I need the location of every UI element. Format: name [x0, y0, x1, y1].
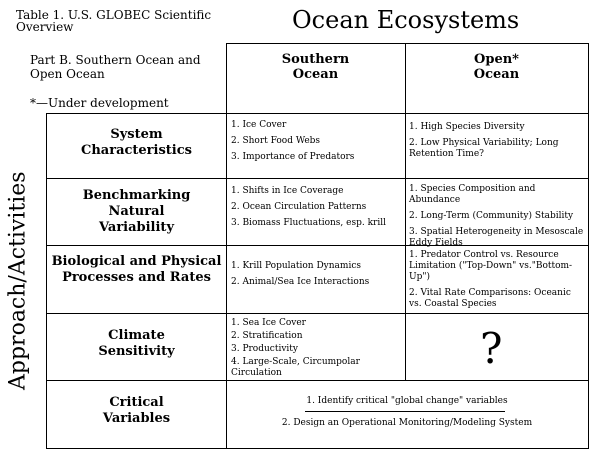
development-note: *—Under development: [30, 96, 169, 110]
bio-open-list: [409, 250, 585, 315]
benchmark-line2: Natural: [108, 204, 165, 219]
list-item: 1. Sea Ice Cover: [231, 318, 306, 328]
bio-line2: Processes and Rates: [62, 270, 211, 285]
critical-item-2: 2. Design an Operational Monitoring/Modeling System: [281, 418, 533, 428]
row-label-benchmarking: [47, 188, 226, 236]
grid-right-line: [588, 43, 589, 449]
row-label-biological: [47, 254, 226, 286]
list-item: 2. Ocean Circulation Patterns: [231, 202, 367, 212]
climate-southern-list: [231, 318, 403, 381]
open-ocean-question-mark: ?: [480, 324, 503, 373]
system-southern-list: [231, 120, 403, 168]
column-header-open: [405, 52, 588, 82]
grid-line-2: [46, 178, 589, 179]
row-label-critical: [47, 395, 226, 427]
list-item: 4. Large-Scale, Circumpolar Circulation: [231, 357, 360, 378]
open-line2: Ocean: [473, 67, 520, 82]
grid-bottom-line: [46, 448, 589, 449]
list-item: 2. Short Food Webs: [231, 136, 321, 146]
list-item: 1. Ice Cover: [231, 120, 287, 130]
system-line2: Characteristics: [81, 143, 192, 158]
side-label: Approach/Activities: [5, 171, 31, 390]
grid-top-line: [226, 43, 589, 44]
row-label-system: [47, 127, 226, 159]
grid-line-1: [46, 113, 589, 114]
main-title: Ocean Ecosystems: [292, 6, 520, 34]
bio-line1: Biological and Physical: [51, 254, 222, 269]
table-title-line2: Overview: [16, 20, 74, 34]
critical-item-1: 1. Identify critical "global change" variables: [306, 396, 508, 406]
part-b-line1: Part B. Southern Ocean and: [30, 53, 201, 67]
critical-divider: [305, 411, 505, 412]
list-item: 2. Animal/Sea Ice Interactions: [231, 277, 370, 287]
list-item: 2. Stratification: [231, 331, 303, 341]
benchmark-southern-list: [231, 186, 403, 234]
list-item: 3. Productivity: [231, 344, 298, 354]
benchmark-line1: Benchmarking: [82, 188, 191, 203]
southern-line2: Ocean: [292, 67, 339, 82]
climate-line1: Climate: [108, 328, 165, 343]
table-title: [16, 9, 211, 33]
system-line1: System: [110, 127, 163, 142]
row-label-climate: [47, 328, 226, 360]
list-item: 3. Importance of Predators: [231, 152, 355, 162]
list-item: 1. Shifts in Ice Coverage: [231, 186, 344, 196]
grid-col-line-2: [405, 43, 406, 381]
part-b-subtitle: [30, 53, 201, 81]
bio-southern-list: [231, 261, 403, 293]
open-line1: Open*: [474, 52, 519, 67]
list-item: 1. High Species Diversity: [409, 122, 525, 132]
list-item: 1. Species Composition and Abundance: [409, 184, 536, 205]
list-item: 3. Biomass Fluctuations, esp. krill: [231, 218, 386, 228]
list-item: 2. Long-Term (Community) Stability: [409, 211, 574, 221]
benchmark-open-list: [409, 184, 585, 254]
system-open-list: [409, 122, 585, 165]
critical-line1: Critical: [109, 395, 164, 410]
column-header-southern: [226, 52, 405, 82]
list-item: 2. Low Physical Variability; Long Retention Time?: [409, 138, 559, 159]
part-b-line2: Open Ocean: [30, 67, 105, 81]
critical-line2: Variables: [102, 411, 171, 426]
list-item: 1. Krill Population Dynamics: [231, 261, 361, 271]
table-title-line1: Table 1. U.S. GLOBEC Scientific: [16, 8, 212, 22]
grid-col-line-1: [226, 43, 227, 449]
list-item: 1. Predator Control vs. Resource Limitation ("Top-Down" vs."Bottom-Up"): [409, 250, 573, 282]
southern-line1: Southern: [281, 52, 350, 67]
list-item: 3. Spatial Heterogeneity in Mesoscale Eddy Fields: [409, 227, 584, 248]
benchmark-line3: Variability: [99, 220, 174, 235]
climate-line2: Sensitivity: [98, 344, 175, 359]
list-item: 2. Vital Rate Comparisons: Oceanic vs. Coastal Species: [409, 288, 571, 309]
